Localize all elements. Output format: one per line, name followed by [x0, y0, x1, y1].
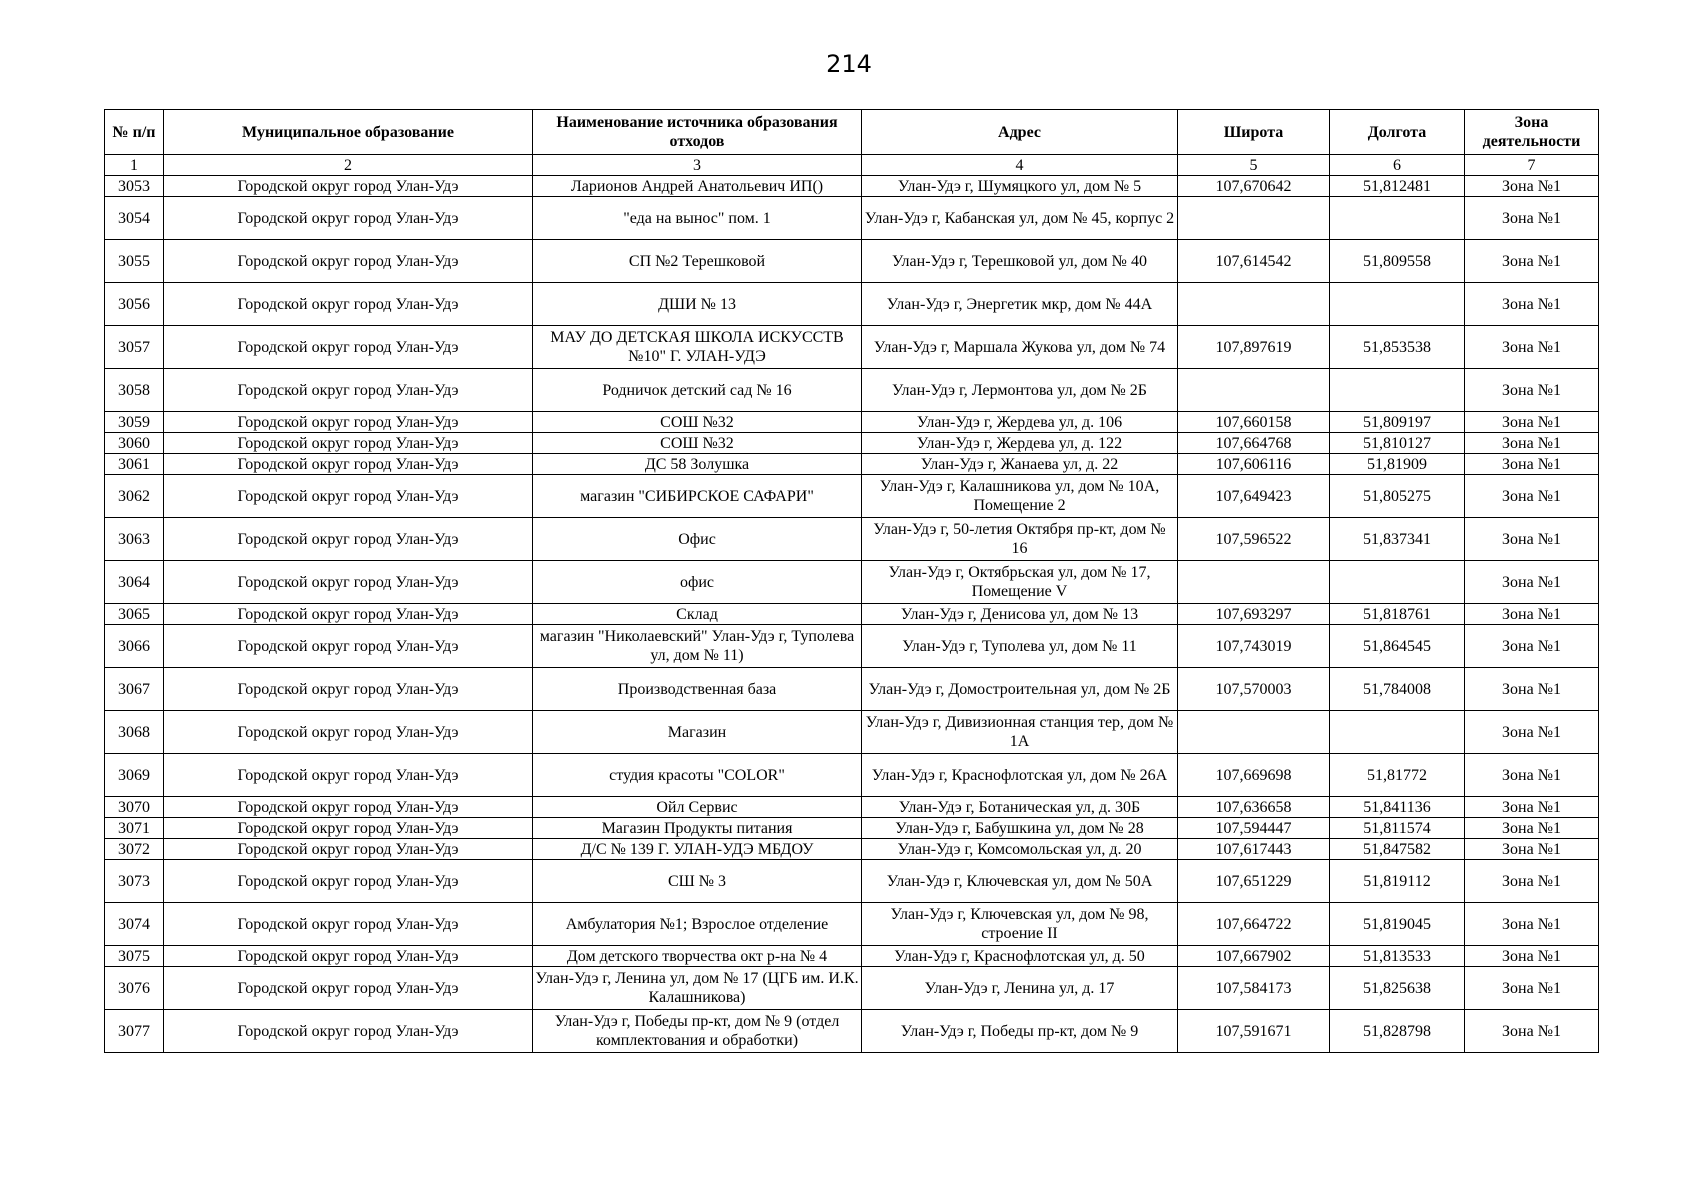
cell-longitude: 51,819045 — [1330, 903, 1465, 946]
cell-address: Улан-Удэ г, Комсомольская ул, д. 20 — [862, 839, 1178, 860]
cell-source: офис — [533, 561, 862, 604]
cell-municipality: Городской округ город Улан-Удэ — [164, 903, 533, 946]
cell-source: Магазин Продукты питания — [533, 818, 862, 839]
cell-number: 3057 — [105, 326, 164, 369]
cell-source: СП №2 Терешковой — [533, 240, 862, 283]
cell-address: Улан-Удэ г, Ленина ул, д. 17 — [862, 967, 1178, 1010]
cell-zone: Зона №1 — [1465, 625, 1599, 668]
page-number: 214 — [826, 50, 872, 78]
cell-zone: Зона №1 — [1465, 818, 1599, 839]
cell-source: Магазин — [533, 711, 862, 754]
cell-number: 3054 — [105, 197, 164, 240]
table-row — [105, 946, 1599, 967]
table-row — [105, 475, 1599, 518]
header-zone: Зона деятельности — [1465, 110, 1599, 155]
cell-number: 3056 — [105, 283, 164, 326]
cell-zone: Зона №1 — [1465, 197, 1599, 240]
cell-longitude — [1330, 711, 1465, 754]
cell-zone: Зона №1 — [1465, 604, 1599, 625]
cell-zone: Зона №1 — [1465, 903, 1599, 946]
cell-zone: Зона №1 — [1465, 754, 1599, 797]
cell-municipality: Городской округ город Улан-Удэ — [164, 625, 533, 668]
cell-zone: Зона №1 — [1465, 967, 1599, 1010]
cell-latitude: 107,649423 — [1178, 475, 1330, 518]
cell-longitude: 51,837341 — [1330, 518, 1465, 561]
cell-longitude: 51,825638 — [1330, 967, 1465, 1010]
cell-number: 3053 — [105, 176, 164, 197]
header-source: Наименование источника образования отходов — [533, 110, 862, 155]
table-row — [105, 518, 1599, 561]
cell-longitude: 51,809197 — [1330, 412, 1465, 433]
table-body — [105, 155, 1599, 1053]
cell-address: Улан-Удэ г, Туполева ул, дом № 11 — [862, 625, 1178, 668]
cell-number: 3058 — [105, 369, 164, 412]
cell-source: Улан-Удэ г, Победы пр-кт, дом № 9 (отдел комплектования и обработки) — [533, 1010, 862, 1053]
cell-municipality: Городской округ город Улан-Удэ — [164, 946, 533, 967]
cell-zone: Зона №1 — [1465, 561, 1599, 604]
cell-longitude: 51,853538 — [1330, 326, 1465, 369]
table-row — [105, 818, 1599, 839]
cell-latitude: 107,570003 — [1178, 668, 1330, 711]
cell-latitude: 107,606116 — [1178, 454, 1330, 475]
cell-municipality: Городской округ город Улан-Удэ — [164, 433, 533, 454]
cell-number: 3065 — [105, 604, 164, 625]
cell-municipality: Городской округ город Улан-Удэ — [164, 967, 533, 1010]
cell-address: Улан-Удэ г, Бабушкина ул, дом № 28 — [862, 818, 1178, 839]
cell-number: 3066 — [105, 625, 164, 668]
cell-zone: Зона №1 — [1465, 475, 1599, 518]
table-row — [105, 197, 1599, 240]
cell-municipality: Городской округ город Улан-Удэ — [164, 454, 533, 475]
table-row — [105, 754, 1599, 797]
table-row — [105, 240, 1599, 283]
cell-source: магазин "СИБИРСКОЕ САФАРИ" — [533, 475, 862, 518]
cell-address: Улан-Удэ г, Терешковой ул, дом № 40 — [862, 240, 1178, 283]
cell-latitude: 107,591671 — [1178, 1010, 1330, 1053]
cell-address: Улан-Удэ г, Ботаническая ул, д. 30Б — [862, 797, 1178, 818]
cell-zone: Зона №1 — [1465, 433, 1599, 454]
table-row — [105, 604, 1599, 625]
cell-latitude: 107,636658 — [1178, 797, 1330, 818]
table-row — [105, 176, 1599, 197]
cell-zone: Зона №1 — [1465, 283, 1599, 326]
cell-zone: Зона №1 — [1465, 1010, 1599, 1053]
column-number: 7 — [1465, 155, 1599, 176]
cell-longitude: 51,805275 — [1330, 475, 1465, 518]
cell-source: Амбулатория №1; Взрослое отделение — [533, 903, 862, 946]
table-row — [105, 433, 1599, 454]
cell-zone: Зона №1 — [1465, 326, 1599, 369]
cell-latitude — [1178, 283, 1330, 326]
cell-address: Улан-Удэ г, 50-летия Октября пр-кт, дом № 16 — [862, 518, 1178, 561]
cell-municipality: Городской округ город Улан-Удэ — [164, 860, 533, 903]
cell-source: Производственная база — [533, 668, 862, 711]
cell-municipality: Городской округ город Улан-Удэ — [164, 839, 533, 860]
cell-longitude: 51,819112 — [1330, 860, 1465, 903]
cell-longitude: 51,784008 — [1330, 668, 1465, 711]
cell-source: магазин "Николаевский" Улан-Удэ г, Туполева ул, дом № 11) — [533, 625, 862, 668]
column-number-row — [105, 155, 1599, 176]
table-row — [105, 903, 1599, 946]
cell-latitude: 107,594447 — [1178, 818, 1330, 839]
cell-municipality: Городской округ город Улан-Удэ — [164, 604, 533, 625]
cell-municipality: Городской округ город Улан-Удэ — [164, 369, 533, 412]
cell-source: Улан-Удэ г, Ленина ул, дом № 17 (ЦГБ им. И.К. Калашникова) — [533, 967, 862, 1010]
cell-number: 3075 — [105, 946, 164, 967]
cell-longitude: 51,812481 — [1330, 176, 1465, 197]
cell-longitude: 51,81772 — [1330, 754, 1465, 797]
cell-municipality: Городской округ город Улан-Удэ — [164, 754, 533, 797]
table-row — [105, 561, 1599, 604]
cell-address: Улан-Удэ г, Октябрьская ул, дом № 17, Помещение V — [862, 561, 1178, 604]
cell-latitude: 107,664722 — [1178, 903, 1330, 946]
table-row — [105, 711, 1599, 754]
cell-number: 3063 — [105, 518, 164, 561]
header-longitude: Долгота — [1330, 110, 1465, 155]
cell-source: СШ № 3 — [533, 860, 862, 903]
cell-latitude: 107,584173 — [1178, 967, 1330, 1010]
cell-longitude: 51,841136 — [1330, 797, 1465, 818]
cell-source: Ларионов Андрей Анатольевич ИП() — [533, 176, 862, 197]
cell-longitude: 51,809558 — [1330, 240, 1465, 283]
cell-municipality: Городской округ город Улан-Удэ — [164, 475, 533, 518]
cell-address: Улан-Удэ г, Калашникова ул, дом № 10А, Помещение 2 — [862, 475, 1178, 518]
waste-sources-table — [104, 109, 1599, 1053]
cell-address: Улан-Удэ г, Энергетик мкр, дом № 44А — [862, 283, 1178, 326]
cell-address: Улан-Удэ г, Кабанская ул, дом № 45, корпус 2 — [862, 197, 1178, 240]
cell-address: Улан-Удэ г, Домостроительная ул, дом № 2Б — [862, 668, 1178, 711]
cell-municipality: Городской округ город Улан-Удэ — [164, 797, 533, 818]
cell-municipality: Городской округ город Улан-Удэ — [164, 412, 533, 433]
cell-address: Улан-Удэ г, Лермонтова ул, дом № 2Б — [862, 369, 1178, 412]
cell-source: "еда на вынос" пом. 1 — [533, 197, 862, 240]
cell-address: Улан-Удэ г, Краснофлотская ул, д. 50 — [862, 946, 1178, 967]
table-row — [105, 454, 1599, 475]
cell-municipality: Городской округ город Улан-Удэ — [164, 197, 533, 240]
cell-longitude: 51,864545 — [1330, 625, 1465, 668]
cell-latitude: 107,664768 — [1178, 433, 1330, 454]
table-row — [105, 412, 1599, 433]
cell-longitude: 51,811574 — [1330, 818, 1465, 839]
cell-address: Улан-Удэ г, Шумяцкого ул, дом № 5 — [862, 176, 1178, 197]
cell-number: 3068 — [105, 711, 164, 754]
cell-municipality: Городской округ город Улан-Удэ — [164, 818, 533, 839]
cell-address: Улан-Удэ г, Денисова ул, дом № 13 — [862, 604, 1178, 625]
cell-number: 3060 — [105, 433, 164, 454]
cell-zone: Зона №1 — [1465, 454, 1599, 475]
cell-number: 3069 — [105, 754, 164, 797]
cell-source: СОШ №32 — [533, 433, 862, 454]
cell-number: 3077 — [105, 1010, 164, 1053]
cell-number: 3070 — [105, 797, 164, 818]
table-row — [105, 625, 1599, 668]
cell-latitude — [1178, 369, 1330, 412]
table-row — [105, 283, 1599, 326]
table-row — [105, 326, 1599, 369]
cell-longitude: 51,813533 — [1330, 946, 1465, 967]
cell-zone: Зона №1 — [1465, 797, 1599, 818]
cell-address: Улан-Удэ г, Победы пр-кт, дом № 9 — [862, 1010, 1178, 1053]
column-number: 1 — [105, 155, 164, 176]
header-latitude: Широта — [1178, 110, 1330, 155]
cell-zone: Зона №1 — [1465, 176, 1599, 197]
cell-longitude: 51,847582 — [1330, 839, 1465, 860]
cell-number: 3074 — [105, 903, 164, 946]
cell-municipality: Городской округ город Улан-Удэ — [164, 711, 533, 754]
cell-number: 3067 — [105, 668, 164, 711]
cell-longitude: 51,810127 — [1330, 433, 1465, 454]
table-row — [105, 839, 1599, 860]
cell-address: Улан-Удэ г, Ключевская ул, дом № 50А — [862, 860, 1178, 903]
cell-longitude: 51,81909 — [1330, 454, 1465, 475]
cell-number: 3076 — [105, 967, 164, 1010]
cell-latitude: 107,617443 — [1178, 839, 1330, 860]
column-number: 5 — [1178, 155, 1330, 176]
cell-longitude — [1330, 561, 1465, 604]
header-address: Адрес — [862, 110, 1178, 155]
cell-latitude: 107,614542 — [1178, 240, 1330, 283]
cell-longitude: 51,828798 — [1330, 1010, 1465, 1053]
cell-address: Улан-Удэ г, Жердева ул, д. 106 — [862, 412, 1178, 433]
table-row — [105, 797, 1599, 818]
table-row — [105, 369, 1599, 412]
cell-municipality: Городской округ город Улан-Удэ — [164, 561, 533, 604]
header-row — [105, 110, 1599, 155]
cell-municipality: Городской округ город Улан-Удэ — [164, 283, 533, 326]
cell-zone: Зона №1 — [1465, 946, 1599, 967]
cell-source: студия красоты "COLOR" — [533, 754, 862, 797]
cell-number: 3059 — [105, 412, 164, 433]
cell-zone: Зона №1 — [1465, 711, 1599, 754]
cell-latitude: 107,897619 — [1178, 326, 1330, 369]
cell-latitude: 107,651229 — [1178, 860, 1330, 903]
column-number: 6 — [1330, 155, 1465, 176]
cell-latitude: 107,693297 — [1178, 604, 1330, 625]
cell-source: ДШИ № 13 — [533, 283, 862, 326]
cell-zone: Зона №1 — [1465, 412, 1599, 433]
column-number: 3 — [533, 155, 862, 176]
cell-source: Офис — [533, 518, 862, 561]
cell-source: Д/С № 139 Г. УЛАН-УДЭ МБДОУ — [533, 839, 862, 860]
cell-longitude — [1330, 283, 1465, 326]
cell-number: 3073 — [105, 860, 164, 903]
cell-address: Улан-Удэ г, Маршала Жукова ул, дом № 74 — [862, 326, 1178, 369]
cell-latitude: 107,743019 — [1178, 625, 1330, 668]
cell-address: Улан-Удэ г, Жанаева ул, д. 22 — [862, 454, 1178, 475]
cell-municipality: Городской округ город Улан-Удэ — [164, 240, 533, 283]
cell-zone: Зона №1 — [1465, 668, 1599, 711]
table-row — [105, 668, 1599, 711]
cell-zone: Зона №1 — [1465, 839, 1599, 860]
cell-latitude: 107,596522 — [1178, 518, 1330, 561]
cell-latitude: 107,660158 — [1178, 412, 1330, 433]
cell-number: 3055 — [105, 240, 164, 283]
cell-address: Улан-Удэ г, Краснофлотская ул, дом № 26А — [862, 754, 1178, 797]
cell-address: Улан-Удэ г, Жердева ул, д. 122 — [862, 433, 1178, 454]
column-number: 2 — [164, 155, 533, 176]
cell-municipality: Городской округ город Улан-Удэ — [164, 176, 533, 197]
cell-zone: Зона №1 — [1465, 369, 1599, 412]
cell-source: ДС 58 Золушка — [533, 454, 862, 475]
cell-source: МАУ ДО ДЕТСКАЯ ШКОЛА ИСКУССТВ №10" Г. УЛАН-УДЭ — [533, 326, 862, 369]
cell-municipality: Городской округ город Улан-Удэ — [164, 326, 533, 369]
cell-source: Дом детского творчества окт р-на № 4 — [533, 946, 862, 967]
cell-latitude — [1178, 197, 1330, 240]
cell-number: 3062 — [105, 475, 164, 518]
cell-address: Улан-Удэ г, Ключевская ул, дом № 98, строение II — [862, 903, 1178, 946]
cell-municipality: Городской округ город Улан-Удэ — [164, 1010, 533, 1053]
cell-latitude — [1178, 561, 1330, 604]
cell-latitude: 107,667902 — [1178, 946, 1330, 967]
cell-latitude — [1178, 711, 1330, 754]
cell-number: 3064 — [105, 561, 164, 604]
cell-longitude: 51,818761 — [1330, 604, 1465, 625]
header-municipality: Муниципальное образование — [164, 110, 533, 155]
cell-address: Улан-Удэ г, Дивизионная станция тер, дом № 1А — [862, 711, 1178, 754]
cell-number: 3072 — [105, 839, 164, 860]
column-number: 4 — [862, 155, 1178, 176]
table-row — [105, 860, 1599, 903]
cell-source: СОШ №32 — [533, 412, 862, 433]
cell-latitude: 107,670642 — [1178, 176, 1330, 197]
cell-latitude: 107,669698 — [1178, 754, 1330, 797]
cell-source: Родничок детский сад № 16 — [533, 369, 862, 412]
cell-longitude — [1330, 369, 1465, 412]
cell-number: 3071 — [105, 818, 164, 839]
cell-zone: Зона №1 — [1465, 860, 1599, 903]
cell-source: Склад — [533, 604, 862, 625]
cell-longitude — [1330, 197, 1465, 240]
header-number: № п/п — [105, 110, 164, 155]
cell-zone: Зона №1 — [1465, 518, 1599, 561]
cell-number: 3061 — [105, 454, 164, 475]
cell-municipality: Городской округ город Улан-Удэ — [164, 518, 533, 561]
table-row — [105, 1010, 1599, 1053]
cell-zone: Зона №1 — [1465, 240, 1599, 283]
table-row — [105, 967, 1599, 1010]
cell-municipality: Городской округ город Улан-Удэ — [164, 668, 533, 711]
cell-source: Ойл Сервис — [533, 797, 862, 818]
